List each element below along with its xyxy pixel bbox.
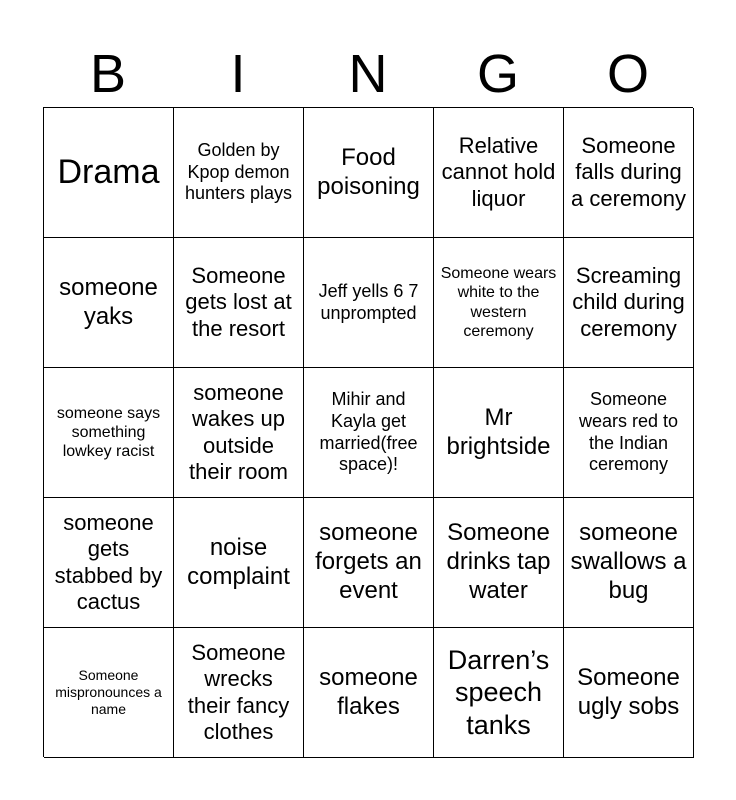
- bingo-board: [43, 107, 693, 757]
- bingo-cell[interactable]: [44, 368, 174, 498]
- cell-text: Mihir and Kayla get married(free space)!: [319, 389, 418, 475]
- bingo-cell[interactable]: [174, 108, 304, 238]
- cell-text: Someone ugly sobs: [577, 663, 680, 720]
- bingo-cell[interactable]: [304, 628, 434, 758]
- bingo-cell[interactable]: [564, 238, 694, 368]
- bingo-cell[interactable]: [564, 108, 694, 238]
- cell-text: Mr brightside: [446, 403, 551, 460]
- cell-text: someone gets stabbed by cactus: [54, 509, 163, 614]
- cell-text: someone wakes up outside their room: [188, 379, 289, 484]
- cell-text: Someone wears red to the Indian ceremony: [578, 389, 679, 475]
- cell-text: Darren’s speech tanks: [447, 644, 550, 740]
- header-letter-g: G: [476, 44, 519, 104]
- cell-text: Relative cannot hold liquor: [441, 132, 556, 211]
- bingo-cell[interactable]: [44, 498, 174, 628]
- header-letter-n: N: [348, 44, 388, 104]
- cell-text: Golden by Kpop demon hunters plays: [184, 140, 293, 204]
- cell-text: Someone mispronounces a name: [55, 667, 162, 717]
- cell-text: Someone wears white to the western ceremony: [440, 265, 557, 340]
- cell-text: someone says something lowkey racist: [56, 404, 161, 461]
- cell-text: Jeff yells 6 7 unprompted: [318, 280, 419, 323]
- bingo-cell[interactable]: [304, 498, 434, 628]
- bingo-cell[interactable]: [174, 498, 304, 628]
- cell-text: someone flakes: [319, 663, 418, 720]
- bingo-cell[interactable]: [44, 108, 174, 238]
- header-letter-i: I: [230, 44, 246, 104]
- bingo-cell[interactable]: [304, 108, 434, 238]
- cell-text: someone swallows a bug: [570, 519, 687, 604]
- bingo-cell[interactable]: [304, 238, 434, 368]
- cell-text: someone yaks: [59, 273, 158, 330]
- header-letter-o: O: [606, 44, 649, 104]
- bingo-cell[interactable]: [174, 368, 304, 498]
- bingo-cell[interactable]: [434, 628, 564, 758]
- bingo-cell[interactable]: [44, 238, 174, 368]
- bingo-cell[interactable]: [174, 238, 304, 368]
- cell-text: Screaming child during ceremony: [572, 262, 685, 341]
- cell-text: someone forgets an event: [315, 519, 422, 604]
- bingo-cell[interactable]: [564, 368, 694, 498]
- cell-text: Someone wrecks their fancy clothes: [187, 639, 290, 744]
- cell-text: Someone gets lost at the resort: [185, 262, 292, 341]
- bingo-cell[interactable]: [434, 368, 564, 498]
- bingo-cell[interactable]: [434, 108, 564, 238]
- bingo-cell[interactable]: [564, 498, 694, 628]
- cell-text: Drama: [57, 153, 160, 192]
- bingo-cell[interactable]: [434, 238, 564, 368]
- bingo-cell[interactable]: [434, 498, 564, 628]
- cell-text: noise complaint: [187, 533, 290, 590]
- bingo-cell[interactable]: [564, 628, 694, 758]
- cell-text: Someone drinks tap water: [446, 519, 551, 604]
- bingo-header: [43, 40, 693, 108]
- header-letter-b: B: [89, 44, 127, 104]
- cell-text: Someone falls during a ceremony: [571, 132, 686, 211]
- bingo-cell[interactable]: [44, 628, 174, 758]
- bingo-cell[interactable]: [174, 628, 304, 758]
- free-space-cell[interactable]: [304, 368, 434, 498]
- cell-text: Food poisoning: [317, 143, 420, 200]
